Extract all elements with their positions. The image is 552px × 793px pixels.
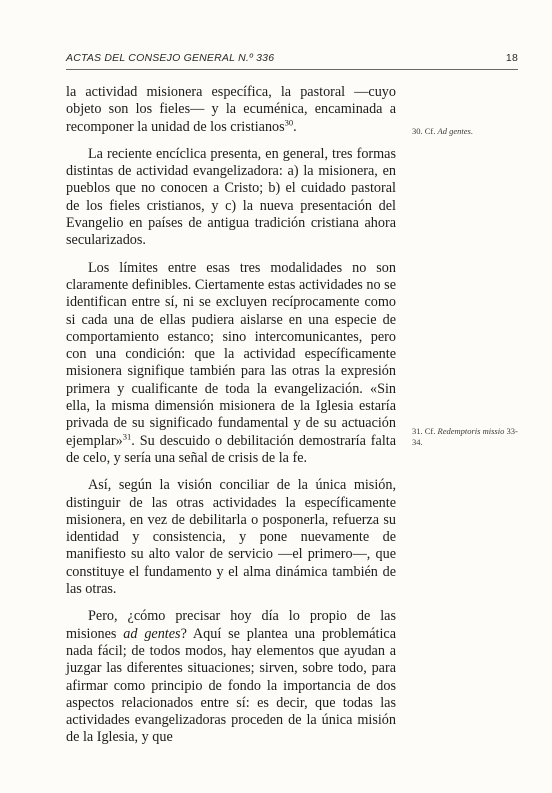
footnote-31-source: Redemptoris missio: [437, 426, 505, 436]
footnote-30-number: 30.: [412, 126, 423, 136]
footnote-31: [412, 426, 522, 448]
header-rule: [66, 69, 518, 70]
footnote-30: [412, 126, 522, 137]
footnote-30-suffix: .: [470, 126, 473, 136]
paragraph-2: [66, 146, 396, 250]
footnote-30-source: Ad gentes: [437, 126, 471, 136]
footnote-30-prefix: Cf.: [424, 126, 438, 136]
footnote-ref-30: 30: [284, 116, 294, 127]
paragraph-1: [66, 84, 396, 136]
footnote-ref-31: 31: [122, 430, 132, 441]
paragraph-3: [66, 260, 396, 468]
paragraph-4-text: Así, según la visión conciliar de la única misión, distinguir de las otras actividades la específicamente misionera, en vez de debilitarla o posponerla, refuerza su identidad y consistencia, y pone nuevamente de manifiesto su alto valor de servicio —el primero—, que constituye el fundamento y el alma dinámica también de las otras.: [66, 477, 396, 598]
paragraph-2-text: La reciente encíclica presenta, en general, tres formas distintas de actividad evangelizadora: a) la misionera, en pueblos que no conocen a Cristo; b) el cuidado pastoral de los fieles cristianos, y c) la nueva presentación del Evangelio en países de antigua tradición cristiana ahora secularizados.: [66, 145, 396, 249]
paragraph-1-text: la actividad misionera específica, la pastoral —cuyo objeto son los fieles— y la ecuménica, encaminada a recomponer la unidad de los cristianos: [66, 84, 396, 135]
footnote-31-number: 31.: [412, 426, 423, 436]
paragraph-5-end: ? Aquí se plantea una problemática nada fácil; de todos modos, hay elementos que ayudan a juzgar las diferentes situaciones; sirven, sobre todo, para afirmar como principio de fondo la importancia de dos aspectos relacionados entre sí: es decir, que todas las actividades evangelizadoras proceden de la única misión de la Iglesia, y que: [66, 625, 396, 746]
footnote-31-suffix: 33-34.: [412, 426, 518, 447]
paragraph-5-text: Pero, ¿cómo precisar hoy día lo propio de las misiones: [66, 608, 396, 642]
running-title: ACTAS DEL CONSEJO GENERAL N.º 336: [66, 52, 275, 64]
paragraph-4: [66, 477, 396, 598]
paragraph-5-italic: ad gentes: [123, 625, 181, 642]
paragraph-5: [66, 608, 396, 746]
paragraph-1-end: .: [293, 118, 297, 135]
running-header: [66, 52, 518, 68]
paragraph-3-end: . Su descuido o debilitación demostraría falta de celo, y sería una señal de crisis de la fe.: [66, 432, 396, 466]
footnote-31-prefix: Cf.: [424, 426, 438, 436]
body-text: [66, 84, 396, 757]
paragraph-3-text: Los límites entre esas tres modalidades no son claramente definibles. Ciertamente estas actividades no se identifican entre sí, ni se excluyen recíprocamente como si cada una de ellas pudiera aislarse en una especie de comportamiento estanco; sino intercomunicantes, pero con una condición: que la actividad específicamente misionera signifique también para las otras la expresión primera y cualificante de toda la evangelización. «Sin ella, la misma dimensión misionera de la Iglesia estaría privada de su significado fundamental y de su actuación ejemplar»: [66, 259, 396, 449]
page-number: 18: [505, 52, 518, 64]
